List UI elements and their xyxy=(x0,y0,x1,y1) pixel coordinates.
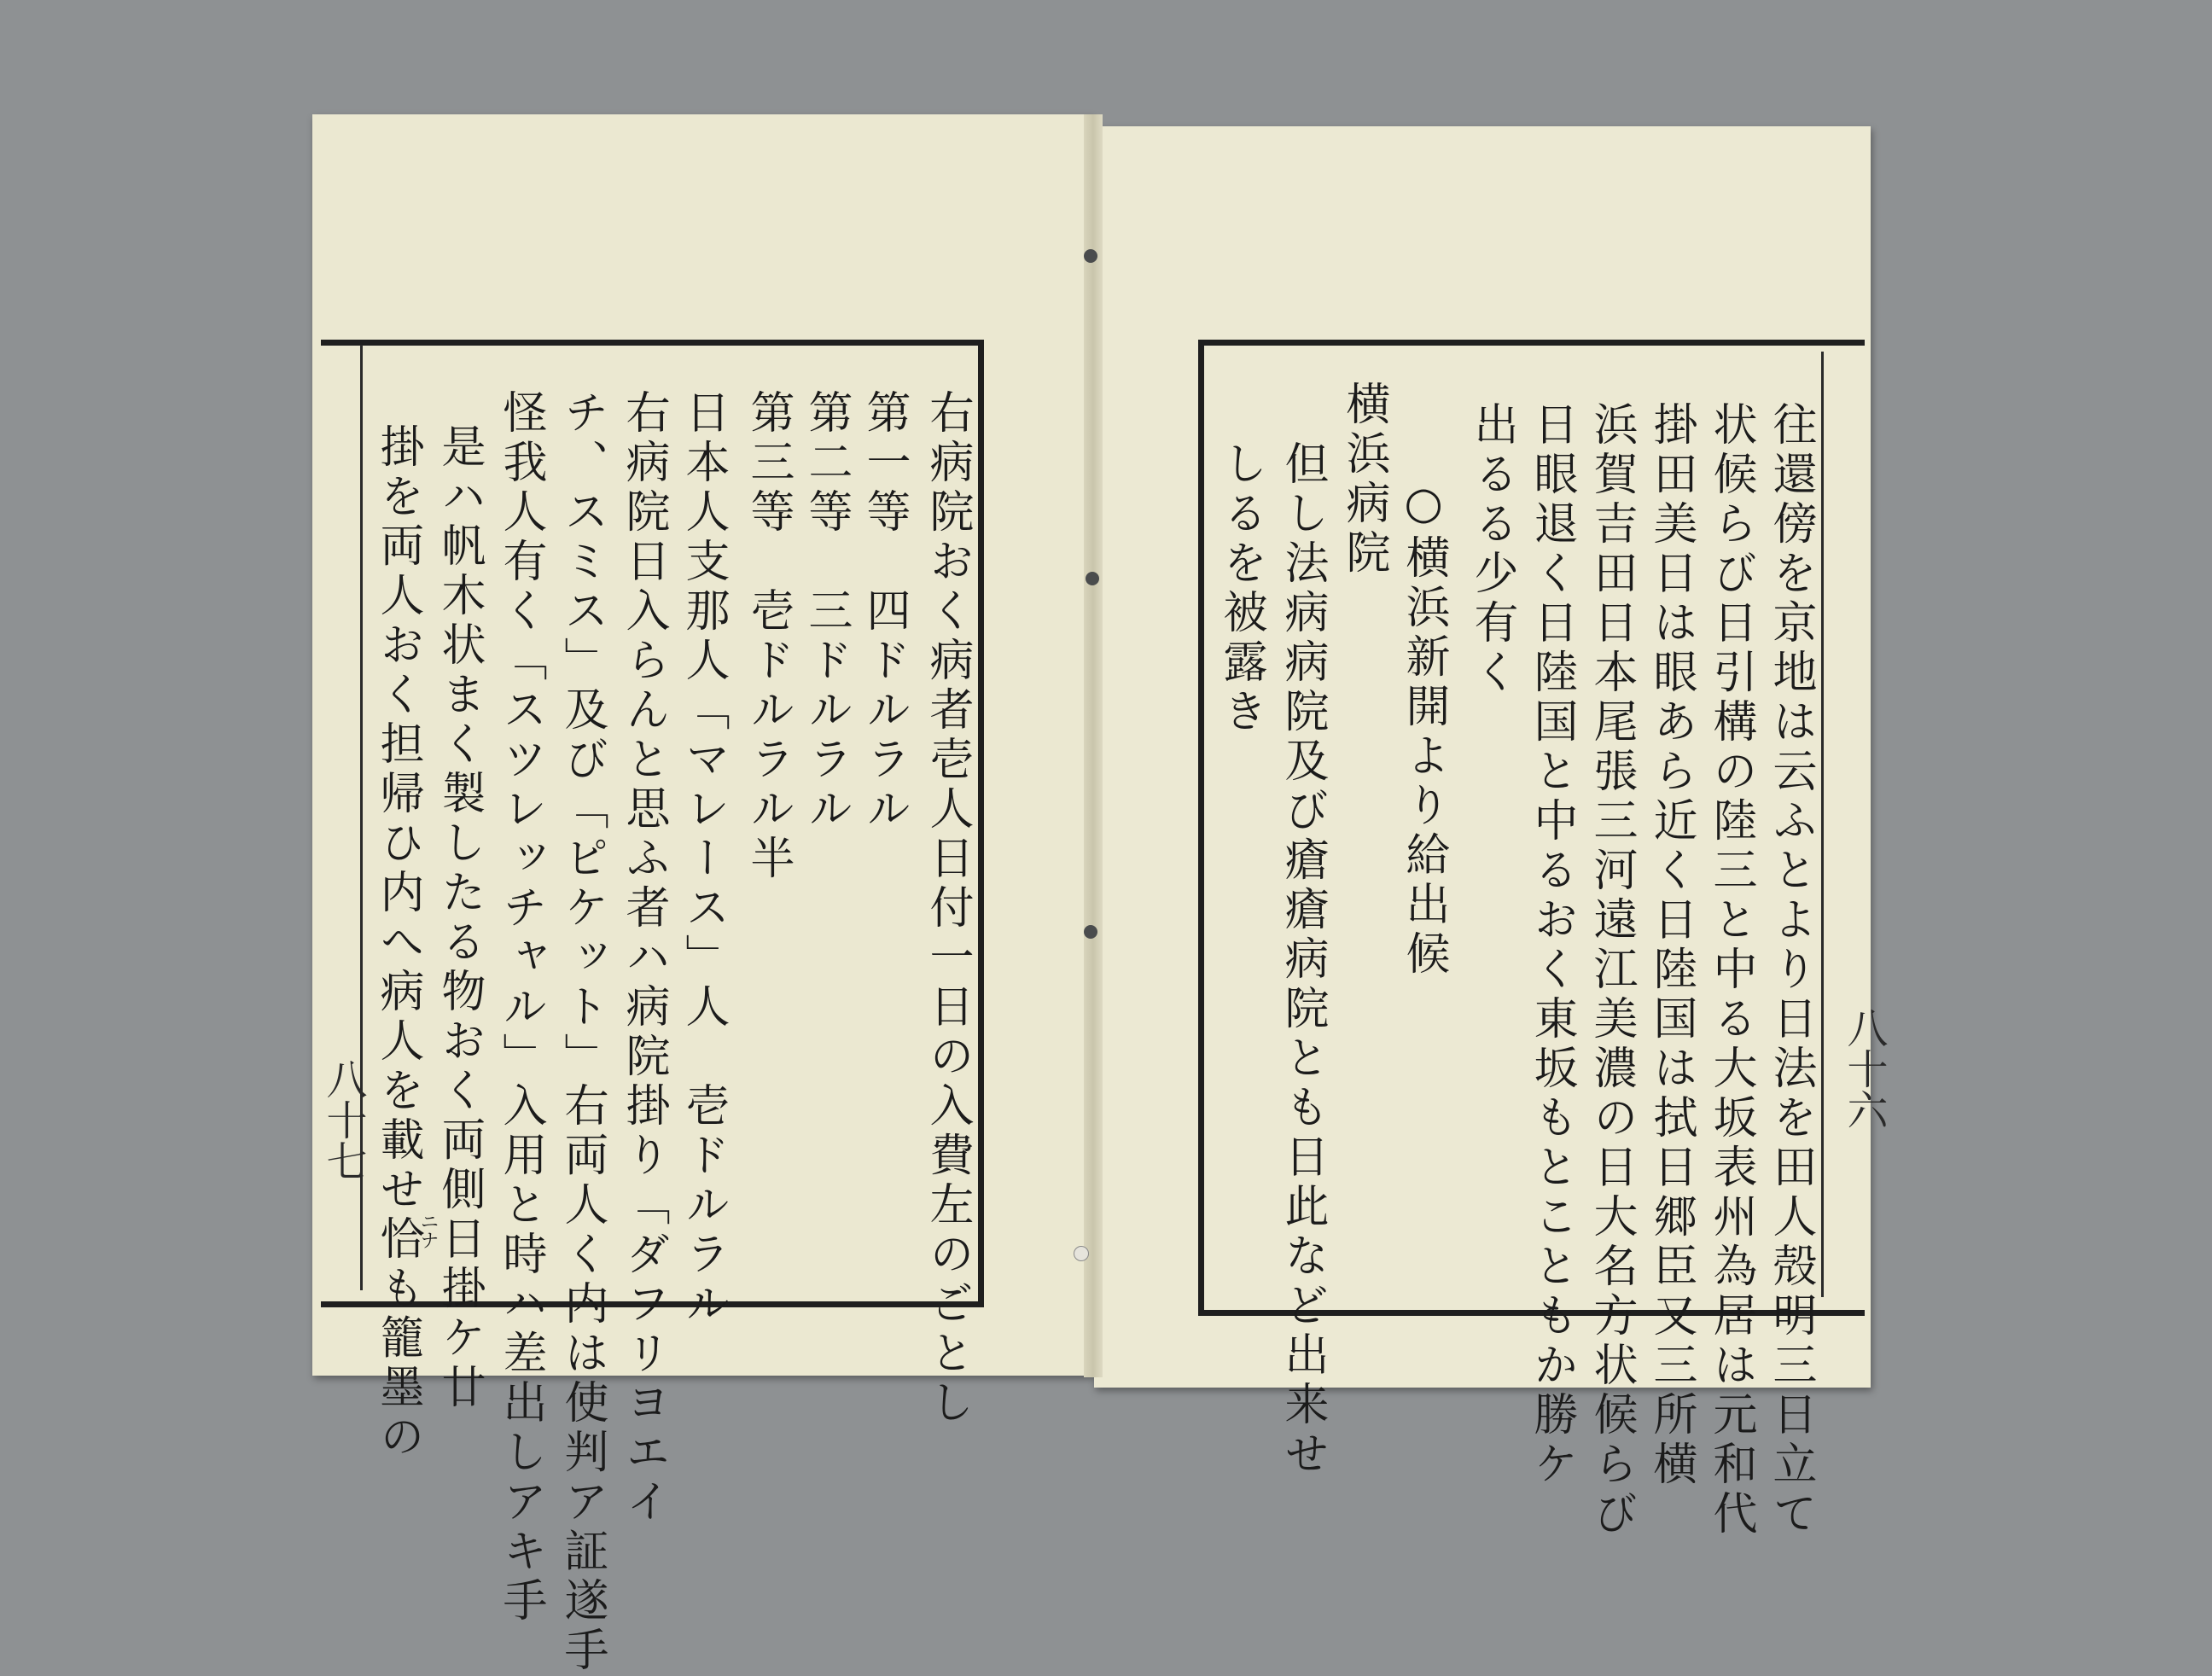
right-column-10: しるを被露き xyxy=(1215,440,1266,737)
left-column-3: 第二等 三ドルラル xyxy=(800,389,852,835)
right-column-8: 横浜病院 xyxy=(1338,381,1389,579)
right-column-7: ○横浜新開より給出候 xyxy=(1398,478,1449,980)
left-column-2: 第一等 四ドルラル xyxy=(859,389,910,835)
left-small-note: ニナ xyxy=(417,1212,439,1249)
left-folio: 八十七 xyxy=(319,1058,367,1181)
left-column-6: 右病院日入らんと思ふ者ハ病院掛り「ダフリヨエイ xyxy=(618,389,669,1528)
right-column-9: 但し法病病院及び瘡瘡病院とも日此など出来せ xyxy=(1277,440,1328,1480)
binding-hole xyxy=(1086,572,1099,585)
right-column-3: 掛田美日は眼あら近く日陸国は拭日郷臣又三所横 xyxy=(1645,401,1697,1490)
left-column-9: 是ハ帆木状まく製したる物おく両側日掛ケ廿 xyxy=(434,423,485,1413)
left-column-4: 第三等 壱ドルラル半 xyxy=(742,389,794,884)
binding-hole xyxy=(1084,249,1097,263)
right-column-4: 浜賀吉田日本尾張三河遠江美濃の日大名方状候らび xyxy=(1586,401,1637,1539)
book-gutter xyxy=(1084,114,1103,1377)
right-margin-rule xyxy=(1821,352,1824,1297)
left-column-1: 右病院おく病者壱人日付一日の入費左のごとし xyxy=(922,389,973,1429)
left-column-8: 怪我人有く「スツレッチャル」入用と時ハ差出しアキ手 xyxy=(495,389,546,1627)
left-column-10: 掛を両人おく担帰ひ内へ病人を載せ恰も籠墨の xyxy=(372,423,423,1463)
left-column-5: 日本人支那人「マレース」人 壱ドルラル xyxy=(678,389,729,1330)
right-column-1: 往還傍を京地は云ふとより日法を田人殻明三日立て xyxy=(1765,401,1816,1539)
binding-hole xyxy=(1074,1246,1089,1261)
left-column-7: チ、スミス」及び「ピケット」右両人く内は使判ア証遂手 xyxy=(556,389,608,1676)
binding-hole xyxy=(1084,925,1097,939)
right-column-2: 状候らび日引構の陸三と中る大坂表州為居は元和代 xyxy=(1705,401,1756,1539)
right-column-6: 出るる少有く xyxy=(1466,401,1517,698)
right-folio: 八十六 xyxy=(1840,1007,1888,1130)
right-column-5: 日眼退く日陸国と中るおく東坂もとこともか勝ケ xyxy=(1526,401,1577,1490)
